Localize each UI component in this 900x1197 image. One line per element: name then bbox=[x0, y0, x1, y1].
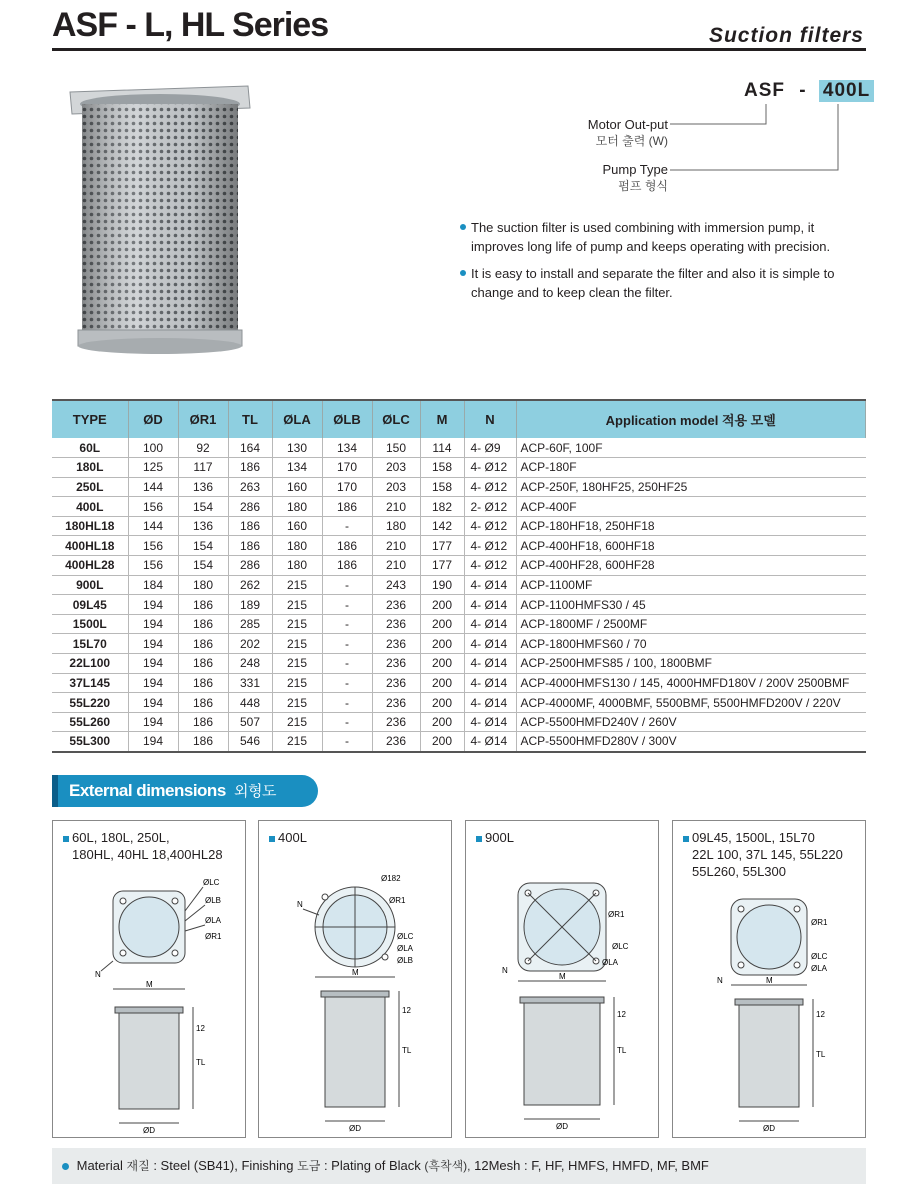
table-cell: 144 bbox=[128, 477, 178, 497]
table-cell: 170 bbox=[322, 458, 372, 478]
table-cell: 156 bbox=[128, 536, 178, 556]
table-cell: 4- Ø14 bbox=[464, 654, 516, 674]
material-label: Material bbox=[76, 1158, 123, 1173]
table-cell: 150 bbox=[372, 438, 420, 458]
model-code-prefix: ASF bbox=[744, 80, 785, 101]
filter-photo bbox=[60, 78, 260, 378]
table-cell: 250L bbox=[52, 477, 128, 497]
table-cell: ACP-250F, 180HF25, 250HF25 bbox=[516, 477, 866, 497]
table-cell: 100 bbox=[128, 438, 178, 458]
table-cell: 236 bbox=[372, 654, 420, 674]
table-cell: 4- Ø9 bbox=[464, 438, 516, 458]
table-cell: ACP-4000MF, 4000BMF, 5500BMF, 5500HMFD200V / 220V bbox=[516, 693, 866, 713]
table-cell: 136 bbox=[178, 516, 228, 536]
callout-motor-en: Motor Out-put bbox=[587, 117, 668, 132]
table-cell: 236 bbox=[372, 634, 420, 654]
table-cell: 09L45 bbox=[52, 595, 128, 615]
table-cell: 125 bbox=[128, 458, 178, 478]
panel-label-line: 180HL, 40HL 18,400HL28 bbox=[72, 847, 223, 862]
table-cell: 177 bbox=[420, 536, 464, 556]
table-cell: 142 bbox=[420, 516, 464, 536]
table-cell: 134 bbox=[322, 438, 372, 458]
table-cell: 210 bbox=[372, 497, 420, 517]
dim-label-r1: ØR1 bbox=[811, 918, 828, 927]
dim-label-m: M bbox=[352, 968, 359, 977]
table-cell: 243 bbox=[372, 575, 420, 595]
col-header: ØR1 bbox=[178, 400, 228, 438]
dim-label-la: ØLA bbox=[205, 916, 222, 925]
table-cell: 200 bbox=[420, 595, 464, 615]
table-cell: 203 bbox=[372, 477, 420, 497]
dim-label-12: 12 bbox=[402, 1006, 411, 1015]
page-subtitle: Suction filters bbox=[708, 24, 864, 47]
dim-label-d182: Ø182 bbox=[381, 874, 401, 883]
table-cell: 4- Ø14 bbox=[464, 693, 516, 713]
table-cell: 215 bbox=[272, 595, 322, 615]
dim-label-n: N bbox=[95, 970, 101, 979]
panel-label-line: 60L, 180L, 250L, bbox=[72, 830, 170, 845]
section-heading bbox=[52, 775, 318, 807]
table-cell: 156 bbox=[128, 497, 178, 517]
table-cell: 186 bbox=[322, 536, 372, 556]
table-cell: 215 bbox=[272, 693, 322, 713]
feature-text: The suction filter is used combining with immersion pump, it improves long life of pump and keeps operating with precision. bbox=[471, 220, 831, 254]
dim-label-tl: TL bbox=[617, 1046, 627, 1055]
table-cell: - bbox=[322, 516, 372, 536]
table-cell: 200 bbox=[420, 712, 464, 732]
table-row bbox=[52, 477, 866, 497]
feature-text: It is easy to install and separate the filter and also it is simple to change and to keep clean the filter. bbox=[471, 266, 835, 300]
material-label-ko: 재질 bbox=[126, 1159, 150, 1173]
dim-label-d: ØD bbox=[349, 1124, 361, 1133]
table-cell: ACP-4000HMFS130 / 145, 4000HMFD180V / 200V 2500BMF bbox=[516, 673, 866, 693]
table-row bbox=[52, 732, 866, 752]
table-body bbox=[52, 438, 866, 752]
table-cell: 134 bbox=[272, 458, 322, 478]
table-row bbox=[52, 516, 866, 536]
table-cell: 154 bbox=[178, 536, 228, 556]
dim-label-n: N bbox=[502, 966, 508, 975]
table-cell: 55L260 bbox=[52, 712, 128, 732]
table-cell: 114 bbox=[420, 438, 464, 458]
mesh-value: 12Mesh : F, HF, HMFS, HMFD, MF, BMF bbox=[474, 1158, 709, 1173]
table-cell: 194 bbox=[128, 712, 178, 732]
table-cell: 215 bbox=[272, 712, 322, 732]
table-cell: 262 bbox=[228, 575, 272, 595]
dim-label-lb: ØLB bbox=[205, 896, 222, 905]
section-heading-ko: 외형도 bbox=[234, 783, 276, 800]
table-cell: 186 bbox=[228, 536, 272, 556]
dimension-drawing bbox=[466, 821, 660, 1139]
table-row bbox=[52, 673, 866, 693]
material-value: : Steel (SB41), bbox=[153, 1158, 238, 1173]
finishing-value-ko: (흑착색), bbox=[424, 1159, 471, 1173]
table-cell: - bbox=[322, 614, 372, 634]
table-cell: 144 bbox=[128, 516, 178, 536]
table-cell: 236 bbox=[372, 712, 420, 732]
table-cell: 546 bbox=[228, 732, 272, 752]
table-cell: ACP-1100MF bbox=[516, 575, 866, 595]
table-cell: 160 bbox=[272, 477, 322, 497]
table-cell: - bbox=[322, 732, 372, 752]
table-cell: 160 bbox=[272, 516, 322, 536]
table-cell: 154 bbox=[178, 497, 228, 517]
dim-label-m: M bbox=[146, 980, 153, 989]
table-cell: 170 bbox=[322, 477, 372, 497]
table-cell: 194 bbox=[128, 693, 178, 713]
table-cell: 22L100 bbox=[52, 654, 128, 674]
dimension-panel bbox=[258, 820, 452, 1138]
table-cell: 210 bbox=[372, 536, 420, 556]
dimension-drawing bbox=[673, 821, 867, 1139]
table-cell: 215 bbox=[272, 614, 322, 634]
page-title: ASF - L, HL Series bbox=[52, 6, 329, 44]
panel-label-line: 900L bbox=[485, 830, 514, 845]
dimension-drawing bbox=[259, 821, 453, 1139]
table-cell: ACP-5500HMFD240V / 260V bbox=[516, 712, 866, 732]
dim-label-lc: ØLC bbox=[612, 942, 629, 951]
col-header: ØLC bbox=[372, 400, 420, 438]
table-cell: - bbox=[322, 693, 372, 713]
table-cell: 200 bbox=[420, 614, 464, 634]
table-cell: 200 bbox=[420, 634, 464, 654]
table-row bbox=[52, 693, 866, 713]
table-cell: 215 bbox=[272, 654, 322, 674]
table-row bbox=[52, 458, 866, 478]
col-header: ØLA bbox=[272, 400, 322, 438]
table-cell: 180 bbox=[272, 497, 322, 517]
feature-item bbox=[460, 264, 870, 302]
table-cell: ACP-400HF18, 600HF18 bbox=[516, 536, 866, 556]
table-row bbox=[52, 634, 866, 654]
callout-pump bbox=[560, 161, 668, 195]
table-cell: 4- Ø14 bbox=[464, 575, 516, 595]
table-cell: ACP-5500HMFD280V / 300V bbox=[516, 732, 866, 752]
table-cell: 194 bbox=[128, 634, 178, 654]
table-cell: 186 bbox=[178, 712, 228, 732]
table-row bbox=[52, 497, 866, 517]
table-cell: ACP-400HF28, 600HF28 bbox=[516, 556, 866, 576]
table-cell: 186 bbox=[178, 654, 228, 674]
table-cell: 236 bbox=[372, 595, 420, 615]
table-row bbox=[52, 438, 866, 458]
table-cell: 190 bbox=[420, 575, 464, 595]
table-cell: ACP-180F bbox=[516, 458, 866, 478]
table-cell: - bbox=[322, 575, 372, 595]
table-cell: 15L70 bbox=[52, 634, 128, 654]
dim-label-12: 12 bbox=[816, 1010, 825, 1019]
table-row bbox=[52, 712, 866, 732]
table-row bbox=[52, 614, 866, 634]
callout-motor-ko: 모터 출력 (W) bbox=[595, 134, 668, 148]
table-cell: 2- Ø12 bbox=[464, 497, 516, 517]
section-heading-text: External dimensions bbox=[69, 781, 226, 800]
dim-label-lb: ØLB bbox=[397, 956, 414, 965]
dim-label-r1: ØR1 bbox=[389, 896, 406, 905]
material-footer bbox=[52, 1148, 866, 1184]
table-cell: 200 bbox=[420, 673, 464, 693]
callout-motor bbox=[560, 116, 668, 150]
callout-pump-ko: 펌프 형식 bbox=[618, 179, 668, 193]
table-cell: 130 bbox=[272, 438, 322, 458]
table-cell: 180L bbox=[52, 458, 128, 478]
dim-label-r1: ØR1 bbox=[608, 910, 625, 919]
table-cell: 236 bbox=[372, 693, 420, 713]
dim-label-la: ØLA bbox=[397, 944, 414, 953]
table-cell: 189 bbox=[228, 595, 272, 615]
table-row bbox=[52, 595, 866, 615]
table-cell: 4- Ø14 bbox=[464, 634, 516, 654]
table-cell: 286 bbox=[228, 556, 272, 576]
table-cell: 164 bbox=[228, 438, 272, 458]
callout-pump-en: Pump Type bbox=[602, 162, 668, 177]
callout-lines bbox=[670, 100, 870, 180]
table-cell: 1500L bbox=[52, 614, 128, 634]
table-cell: 210 bbox=[372, 556, 420, 576]
dim-label-n: N bbox=[717, 976, 723, 985]
table-cell: 4- Ø14 bbox=[464, 712, 516, 732]
col-header: ØLB bbox=[322, 400, 372, 438]
table-cell: 4- Ø14 bbox=[464, 595, 516, 615]
table-row bbox=[52, 654, 866, 674]
dim-label-m: M bbox=[766, 976, 773, 985]
table-cell: 200 bbox=[420, 654, 464, 674]
table-cell: 215 bbox=[272, 673, 322, 693]
dim-label-la: ØLA bbox=[811, 964, 828, 973]
model-code-suffix: 400L bbox=[819, 80, 874, 102]
table-cell: 448 bbox=[228, 693, 272, 713]
table-cell: 154 bbox=[178, 556, 228, 576]
table-cell: 186 bbox=[178, 732, 228, 752]
heading-bar bbox=[52, 775, 58, 807]
table-cell: ACP-180HF18, 250HF18 bbox=[516, 516, 866, 536]
table-cell: - bbox=[322, 634, 372, 654]
table-cell: 236 bbox=[372, 673, 420, 693]
table-cell: - bbox=[322, 654, 372, 674]
spec-table bbox=[52, 399, 866, 753]
table-cell: - bbox=[322, 595, 372, 615]
table-cell: 215 bbox=[272, 634, 322, 654]
table-cell: 186 bbox=[178, 693, 228, 713]
table-cell: 507 bbox=[228, 712, 272, 732]
col-header: TL bbox=[228, 400, 272, 438]
bullet-dot-icon bbox=[62, 1163, 69, 1170]
table-cell: 248 bbox=[228, 654, 272, 674]
table-cell: ACP-2500HMFS85 / 100, 1800BMF bbox=[516, 654, 866, 674]
panel-label-line: 400L bbox=[278, 830, 307, 845]
feature-list bbox=[460, 218, 870, 310]
col-header: N bbox=[464, 400, 516, 438]
table-cell: 186 bbox=[178, 634, 228, 654]
panel-label-line: 55L260, 55L300 bbox=[692, 864, 786, 879]
table-cell: 117 bbox=[178, 458, 228, 478]
table-cell: 184 bbox=[128, 575, 178, 595]
model-code bbox=[744, 80, 874, 102]
col-header: ØD bbox=[128, 400, 178, 438]
table-cell: ACP-1800HMFS60 / 70 bbox=[516, 634, 866, 654]
table-cell: 186 bbox=[322, 556, 372, 576]
table-cell: 180 bbox=[178, 575, 228, 595]
panel-label-line: 22L 100, 37L 145, 55L220 bbox=[692, 847, 843, 862]
finishing-label-ko: 도금 bbox=[297, 1159, 321, 1173]
table-cell: 200 bbox=[420, 693, 464, 713]
table-cell: - bbox=[322, 673, 372, 693]
table-cell: 4- Ø12 bbox=[464, 477, 516, 497]
table-cell: 286 bbox=[228, 497, 272, 517]
dim-label-r1: ØR1 bbox=[205, 932, 222, 941]
table-cell: 180HL18 bbox=[52, 516, 128, 536]
table-cell: 186 bbox=[228, 458, 272, 478]
table-row bbox=[52, 556, 866, 576]
table-cell: 202 bbox=[228, 634, 272, 654]
table-cell: 4- Ø12 bbox=[464, 536, 516, 556]
table-cell: 55L220 bbox=[52, 693, 128, 713]
table-cell: ACP-1800MF / 2500MF bbox=[516, 614, 866, 634]
bullet-dot-icon bbox=[460, 270, 466, 276]
dimension-panel bbox=[465, 820, 659, 1138]
panel-label-line: 09L45, 1500L, 15L70 bbox=[692, 830, 815, 845]
dim-label-tl: TL bbox=[196, 1058, 206, 1067]
dim-label-tl: TL bbox=[402, 1046, 412, 1055]
dim-label-12: 12 bbox=[617, 1010, 626, 1019]
dim-label-la: ØLA bbox=[602, 958, 619, 967]
col-header: TYPE bbox=[52, 400, 128, 438]
dimension-panel bbox=[52, 820, 246, 1138]
dim-label-d: ØD bbox=[763, 1124, 775, 1133]
table-cell: 37L145 bbox=[52, 673, 128, 693]
table-cell: 215 bbox=[272, 732, 322, 752]
finishing-value: : Plating of Black bbox=[323, 1158, 421, 1173]
table-cell: 186 bbox=[228, 516, 272, 536]
finishing-label: Finishing bbox=[241, 1158, 294, 1173]
table-cell: 194 bbox=[128, 595, 178, 615]
table-cell: 263 bbox=[228, 477, 272, 497]
table-row bbox=[52, 575, 866, 595]
title-rule bbox=[52, 48, 866, 51]
table-cell: 186 bbox=[178, 673, 228, 693]
table-header-row bbox=[52, 400, 866, 438]
table-cell: 180 bbox=[272, 556, 322, 576]
dim-label-lc: ØLC bbox=[203, 878, 220, 887]
table-cell: 194 bbox=[128, 673, 178, 693]
dim-label-n: N bbox=[297, 900, 303, 909]
table-row bbox=[52, 536, 866, 556]
dimension-drawing bbox=[53, 821, 247, 1139]
dimension-panel bbox=[672, 820, 866, 1138]
table-cell: 215 bbox=[272, 575, 322, 595]
table-cell: ACP-1100HMFS30 / 45 bbox=[516, 595, 866, 615]
table-cell: 186 bbox=[322, 497, 372, 517]
table-cell: ACP-60F, 100F bbox=[516, 438, 866, 458]
dim-label-lc: ØLC bbox=[397, 932, 414, 941]
feature-item bbox=[460, 218, 870, 256]
table-cell: 194 bbox=[128, 732, 178, 752]
dim-label-d: ØD bbox=[556, 1122, 568, 1131]
table-cell: 177 bbox=[420, 556, 464, 576]
table-cell: 236 bbox=[372, 732, 420, 752]
table-cell: 136 bbox=[178, 477, 228, 497]
table-cell: 194 bbox=[128, 614, 178, 634]
table-cell: 4- Ø12 bbox=[464, 458, 516, 478]
table-cell: 200 bbox=[420, 732, 464, 752]
col-header: Application model 적용 모델 bbox=[516, 400, 866, 438]
col-header: M bbox=[420, 400, 464, 438]
table-cell: 4- Ø14 bbox=[464, 732, 516, 752]
table-cell: 236 bbox=[372, 614, 420, 634]
table-cell: 158 bbox=[420, 477, 464, 497]
dim-label-12: 12 bbox=[196, 1024, 205, 1033]
table-cell: 55L300 bbox=[52, 732, 128, 752]
table-cell: 400HL28 bbox=[52, 556, 128, 576]
table-cell: 285 bbox=[228, 614, 272, 634]
table-cell: 180 bbox=[272, 536, 322, 556]
dim-label-d: ØD bbox=[143, 1126, 155, 1135]
table-cell: 331 bbox=[228, 673, 272, 693]
table-cell: 194 bbox=[128, 654, 178, 674]
table-cell: 182 bbox=[420, 497, 464, 517]
table-cell: 400L bbox=[52, 497, 128, 517]
table-cell: ACP-400F bbox=[516, 497, 866, 517]
table-cell: 60L bbox=[52, 438, 128, 458]
table-cell: 180 bbox=[372, 516, 420, 536]
table-cell: 186 bbox=[178, 595, 228, 615]
dim-label-tl: TL bbox=[816, 1050, 826, 1059]
table-cell: 4- Ø14 bbox=[464, 614, 516, 634]
table-cell: 92 bbox=[178, 438, 228, 458]
table-cell: 158 bbox=[420, 458, 464, 478]
dim-label-m: M bbox=[559, 972, 566, 981]
table-cell: 186 bbox=[178, 614, 228, 634]
dim-label-lc: ØLC bbox=[811, 952, 828, 961]
table-cell: - bbox=[322, 712, 372, 732]
table-cell: 4- Ø12 bbox=[464, 556, 516, 576]
table-cell: 400HL18 bbox=[52, 536, 128, 556]
table-cell: 4- Ø12 bbox=[464, 516, 516, 536]
bullet-dot-icon bbox=[460, 224, 466, 230]
model-code-dash: - bbox=[799, 80, 807, 101]
table-cell: 156 bbox=[128, 556, 178, 576]
table-cell: 900L bbox=[52, 575, 128, 595]
table-cell: 4- Ø14 bbox=[464, 673, 516, 693]
table-cell: 203 bbox=[372, 458, 420, 478]
